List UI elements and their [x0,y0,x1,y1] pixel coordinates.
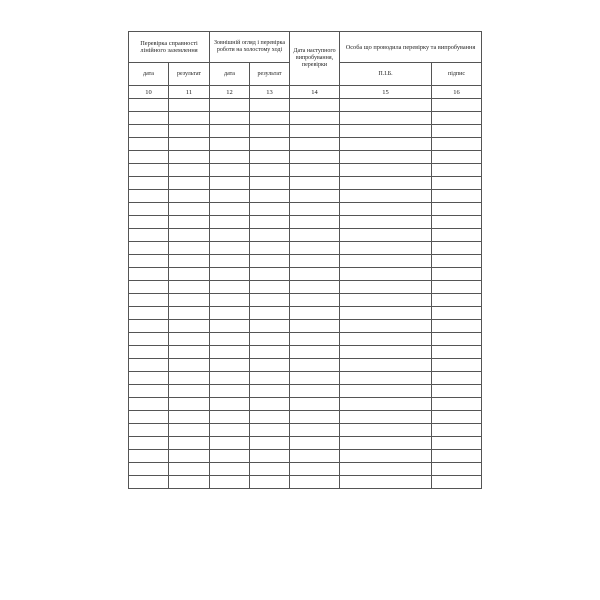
table-cell [169,203,210,216]
table-row [129,203,482,216]
table-cell [169,112,210,125]
table-cell [169,463,210,476]
table-cell [290,450,340,463]
table-cell [210,476,250,489]
table-cell [129,203,169,216]
table-cell [250,320,290,333]
table-row [129,242,482,255]
table-cell [432,424,482,437]
header-date-2: дата [210,63,250,86]
table-cell [169,437,210,450]
table-row [129,177,482,190]
table-cell [340,411,432,424]
table-cell [169,268,210,281]
table-cell [290,242,340,255]
table-cell [340,320,432,333]
table-cell [210,320,250,333]
table-cell [210,294,250,307]
table-cell [340,398,432,411]
table-cell [169,294,210,307]
table-cell [129,424,169,437]
table-cell [169,216,210,229]
table-cell [210,437,250,450]
table-row [129,411,482,424]
table-cell [290,476,340,489]
table-cell [129,268,169,281]
table-cell [129,359,169,372]
table-row [129,216,482,229]
table-cell [129,216,169,229]
table-cell [340,372,432,385]
table-cell [250,450,290,463]
table-cell [169,255,210,268]
table-cell [250,476,290,489]
table-cell [432,320,482,333]
table-cell [129,385,169,398]
table-cell [432,333,482,346]
table-cell [169,359,210,372]
table-cell [210,372,250,385]
header-result-1: результат [169,63,210,86]
table-cell [169,424,210,437]
table-cell [129,372,169,385]
table-row [129,424,482,437]
table-cell [129,307,169,320]
table-cell [340,242,432,255]
table-cell [290,333,340,346]
table-cell [250,138,290,151]
table-cell [432,125,482,138]
table-cell [210,346,250,359]
table-cell [169,398,210,411]
table-cell [250,346,290,359]
table-cell [290,398,340,411]
table-cell [432,398,482,411]
table-cell [210,164,250,177]
table-row [129,255,482,268]
table-cell [432,463,482,476]
table-cell [290,151,340,164]
table-cell [250,125,290,138]
table-cell [169,125,210,138]
table-row [129,190,482,203]
table-cell [129,294,169,307]
table-cell [210,125,250,138]
table-cell [210,203,250,216]
table-row [129,385,482,398]
header-responsible-person: Особа що проводила перевірку та випробування [340,32,482,63]
table-cell [129,346,169,359]
table-cell [290,164,340,177]
table-cell [290,125,340,138]
table-cell [169,164,210,177]
column-number: 10 [129,86,169,99]
table-cell [290,437,340,450]
table-cell [290,346,340,359]
table-cell [129,398,169,411]
table-cell [432,216,482,229]
table-cell [250,151,290,164]
table-cell [290,255,340,268]
table-cell [340,229,432,242]
header-inspection-idle: Зовнішній огляд і перевірка роботи на холостому ході [210,32,290,63]
table-cell [210,411,250,424]
table-cell [290,385,340,398]
table-cell [210,281,250,294]
table-cell [169,242,210,255]
table-cell [210,242,250,255]
table-cell [340,99,432,112]
table-cell [210,398,250,411]
table-cell [432,411,482,424]
table-cell [340,203,432,216]
table-cell [210,229,250,242]
table-row [129,476,482,489]
column-number: 12 [210,86,250,99]
table-cell [340,112,432,125]
table-cell [129,138,169,151]
table-cell [210,463,250,476]
table-cell [129,177,169,190]
table-row [129,372,482,385]
table-cell [340,151,432,164]
table-cell [210,255,250,268]
table-cell [129,476,169,489]
table-cell [290,359,340,372]
table-cell [169,411,210,424]
table-cell [250,411,290,424]
table-cell [432,437,482,450]
table-cell [250,437,290,450]
header-row-groups [129,32,482,63]
table-cell [340,177,432,190]
table-cell [250,385,290,398]
table-cell [169,281,210,294]
table-cell [290,203,340,216]
table-cell [432,190,482,203]
table-row [129,359,482,372]
header-signature: підпис [432,63,482,86]
table-cell [129,242,169,255]
table-cell [129,320,169,333]
table-cell [250,268,290,281]
table-cell [129,411,169,424]
table-cell [340,138,432,151]
table-cell [340,424,432,437]
table-cell [210,112,250,125]
table-cell [290,138,340,151]
table-cell [432,346,482,359]
table-cell [290,424,340,437]
table-cell [340,216,432,229]
inspection-log-table [128,31,482,489]
table-cell [129,333,169,346]
table-cell [432,476,482,489]
table-cell [250,229,290,242]
table-cell [340,333,432,346]
table-cell [290,307,340,320]
table-cell [432,203,482,216]
table-cell [169,333,210,346]
table-cell [290,268,340,281]
table-cell [210,216,250,229]
header-full-name: П.І.Б. [340,63,432,86]
table-cell [250,398,290,411]
table-cell [250,307,290,320]
table-cell [250,463,290,476]
table-cell [210,359,250,372]
table-row [129,125,482,138]
table-cell [210,424,250,437]
table-cell [432,450,482,463]
table-cell [250,190,290,203]
table-cell [169,450,210,463]
table-row [129,138,482,151]
table-cell [250,281,290,294]
table-cell [169,229,210,242]
table-cell [250,99,290,112]
table-row [129,281,482,294]
table-cell [250,294,290,307]
table-cell [340,294,432,307]
table-cell [169,385,210,398]
table-cell [432,229,482,242]
table-cell [250,112,290,125]
column-number: 15 [340,86,432,99]
table-cell [290,99,340,112]
table-cell [250,216,290,229]
table-cell [340,359,432,372]
table-cell [210,138,250,151]
table-cell [129,99,169,112]
table-cell [340,190,432,203]
table-cell [250,424,290,437]
table-row [129,463,482,476]
table-cell [290,229,340,242]
table-row [129,307,482,320]
table-cell [169,190,210,203]
table-cell [210,268,250,281]
table-cell [290,294,340,307]
table-cell [210,99,250,112]
table-row [129,320,482,333]
table-cell [210,307,250,320]
table-cell [290,281,340,294]
table-cell [169,99,210,112]
table-cell [129,281,169,294]
table-cell [250,333,290,346]
column-number: 11 [169,86,210,99]
table-row [129,164,482,177]
table-cell [169,346,210,359]
table-row [129,99,482,112]
table-row [129,450,482,463]
table-cell [340,476,432,489]
table-cell [250,177,290,190]
table-cell [432,164,482,177]
header-result-2: результат [250,63,290,86]
column-number: 13 [250,86,290,99]
table-cell [169,372,210,385]
table-cell [432,268,482,281]
table-cell [129,255,169,268]
table-cell [290,216,340,229]
table-cell [129,125,169,138]
table-cell [129,437,169,450]
table-cell [432,99,482,112]
table-cell [169,151,210,164]
table-cell [169,476,210,489]
table-cell [210,333,250,346]
table-cell [250,255,290,268]
table-cell [290,177,340,190]
table-cell [340,463,432,476]
column-number-row [129,86,482,99]
table-row [129,268,482,281]
table-cell [340,281,432,294]
table-cell [290,320,340,333]
table-cell [129,112,169,125]
table-cell [432,138,482,151]
table-cell [432,372,482,385]
table-cell [290,411,340,424]
table-cell [169,320,210,333]
table-cell [129,450,169,463]
table-cell [210,190,250,203]
table-cell [432,255,482,268]
table-cell [340,437,432,450]
table-row [129,333,482,346]
header-grounding-check: Перевірка справності лінійного заземлення [129,32,210,63]
table-cell [432,242,482,255]
table-cell [250,242,290,255]
table-row [129,151,482,164]
table-row [129,112,482,125]
table-row [129,229,482,242]
table-cell [432,385,482,398]
table-cell [432,294,482,307]
column-number: 16 [432,86,482,99]
table-cell [432,307,482,320]
table-cell [340,268,432,281]
table-cell [250,372,290,385]
table-cell [250,164,290,177]
table-cell [129,164,169,177]
table-row [129,346,482,359]
table-cell [250,203,290,216]
table-body [129,86,482,489]
table-cell [340,125,432,138]
table-cell [340,450,432,463]
table-cell [432,151,482,164]
table-cell [169,177,210,190]
table-row [129,294,482,307]
table-cell [169,138,210,151]
table-cell [210,385,250,398]
table-cell [129,463,169,476]
table-cell [210,151,250,164]
table-cell [340,385,432,398]
table-cell [432,112,482,125]
table-cell [340,346,432,359]
table-cell [250,359,290,372]
table-cell [290,112,340,125]
table-cell [432,177,482,190]
table-cell [340,164,432,177]
table-cell [340,307,432,320]
table-row [129,398,482,411]
table-cell [340,255,432,268]
header-date-1: дата [129,63,169,86]
table-cell [290,372,340,385]
table-cell [129,229,169,242]
table-cell [432,359,482,372]
header-next-test-date: Дата наступного випробування, перевірки [290,32,340,86]
table-cell [129,151,169,164]
table-row [129,437,482,450]
table-cell [290,190,340,203]
table-cell [210,177,250,190]
table-cell [129,190,169,203]
table-cell [169,307,210,320]
table-cell [432,281,482,294]
table-cell [210,450,250,463]
column-number: 14 [290,86,340,99]
table-cell [290,463,340,476]
